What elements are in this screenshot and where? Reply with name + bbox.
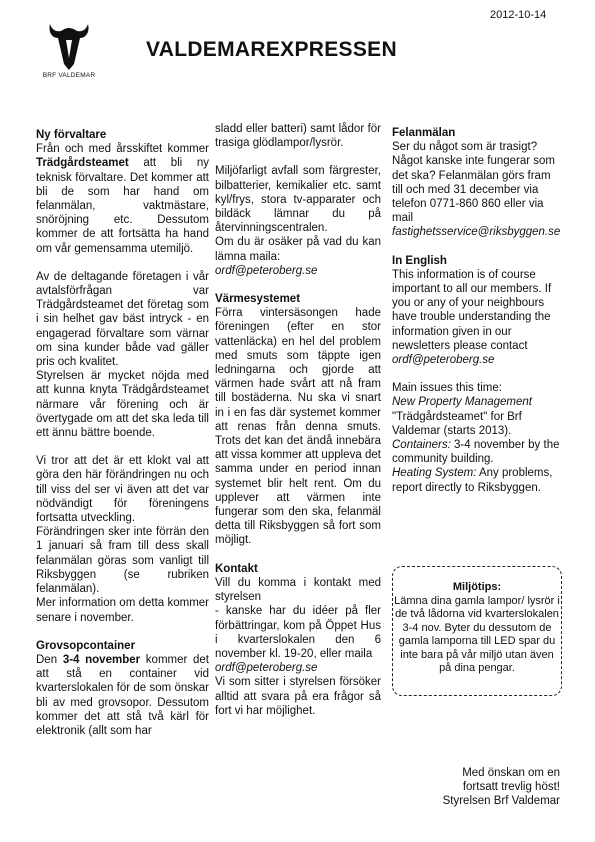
paragraph: Vi som sitter i styrelsen försöker alltid att svara på era frågor så fort vi har möjlighet.	[215, 676, 381, 717]
heading-kontakt: Kontakt	[215, 562, 258, 575]
tip-text: Lämna dina gamla lampor/ lysrör i de två lådorna vid kvarterslokalen 3-4 nov. Byter du dessutom de gamla lamporna till LED spar du inte bara på vår miljö utan även på dina pengar.	[394, 594, 560, 674]
logo	[36, 20, 102, 84]
email-link[interactable]: ordf@peteroberg.se	[215, 662, 318, 675]
column-2	[215, 122, 381, 718]
paragraph: Förra vintersäsongen hade föreningen (efter en stor vattenläcka) en hel del problem med smuts som täppte igen ledningarna och gjorde att värmen hade svårt att nå fram till bostäderna. Nu ska vi snart in i en fas där systemet kommer att renas från denna smuts. Trots det kan det ändå innebära att vissa kommer att uppleva det samma under en period innan systemet blir helt rent. Om du upplever att värmen inte fungerar som den ska, felanmäl detta till Riksbyggen så fort som möjligt.	[215, 307, 381, 547]
paragraph: Main issues this time:	[392, 382, 502, 395]
column-1	[36, 128, 209, 738]
column-3	[392, 126, 560, 495]
email-link[interactable]: ordf@peteroberg.se	[215, 264, 318, 277]
heading-ny-forvaltare: Ny förvaltare	[36, 129, 107, 141]
paragraph: Förändringen sker inte förrän den 1 januari så fram till dess skall felanmälan göras som vanligt till Riksbyggen (se rubriken felanmälan).	[36, 526, 209, 596]
paragraph: Av de deltagande företagen i vår avtalsförfrågan var Trädgårdsteamet det företag som i sin helhet gav bäst intryck - en engagerad förvaltare som värnar om sina kunder både vad gäller pris och kvalitet.	[36, 270, 209, 369]
heading-grovsopcontainer: Grovsopcontainer	[36, 639, 136, 652]
paragraph: Ser du något som är trasigt? Något kanske inte fungerar som det ska? Felanmälan görs fram till och med 31 december via telefon 0771-860 860 eller via mail fastighetsservice@riksbyggen.se	[392, 141, 561, 239]
paragraph: Styrelsen är mycket nöjda med att kunna knyta Trädgårdsteamet närmare vår förening och är övertygade om att det ska leda till ett ännu bättre boende.	[36, 370, 209, 440]
paragraph: New Property Management "Trädgårdsteamet" for Brf Valdemar (starts 2013).	[392, 396, 532, 437]
email-link[interactable]: ordf@peteroberg.se	[392, 354, 495, 367]
paragraph: sladd eller batteri) samt lådor för trasiga glödlampor/lysrör.	[215, 123, 381, 150]
signoff-line: fortsatt trevlig höst!	[462, 781, 560, 794]
tip-title: Miljötips:	[452, 581, 502, 593]
newsletter-title: VALDEMAREXPRESSEN	[146, 38, 397, 61]
heading-in-english: In English	[392, 254, 447, 267]
paragraph: Heating System: Any problems, report directly to Riksbyggen.	[392, 467, 553, 494]
heading-felanmalan: Felanmälan	[392, 127, 456, 139]
paragraph: This information is of course important to all our members. If you or any of your neighbours have trouble understanding the information given in our newsletters please contact	[392, 268, 552, 352]
paragraph: Vi tror att det är ett klokt val att göra den här förändringen nu och till viss del ser vi även att det var nödvändigt för föreningens fortsatta utveckling.	[36, 455, 209, 525]
paragraph: Containers: 3-4 november by the community building.	[392, 439, 560, 466]
bull-logo-icon	[48, 20, 90, 70]
paragraph: Mer information om detta kommer senare i november.	[36, 597, 209, 624]
signoff-line: Styrelsen Brf Valdemar	[442, 795, 560, 808]
paragraph: Från och med årsskiftet kommer Trädgårdsteamet att bli ny teknisk förvaltare. Det kommer att bli de som har hand om felanmälan, vaktmästare, snöröjning etc. Dessutom kommer de att fortsätta ha hand om vår gemensamma utemiljö.	[36, 143, 209, 255]
paragraph: Den 3-4 november kommer det att stå en container vid kvarterslokalen för de som önskar bli av med grovsopor. Dessutom kommer det att stå två kärl för elektronik (allt som har	[36, 653, 210, 737]
signoff-line: Med önskan om en	[462, 767, 560, 779]
signoff	[420, 766, 560, 809]
paragraph: Vill du komma i kontakt med styrelsen	[215, 576, 381, 604]
paragraph: Miljöfarligt avfall som färgrester, bilbatterier, kemikalier etc. samt kyl/frys, stora tv-apparater och bildäck lämnar du på återvinningscentralen.	[215, 165, 381, 235]
logo-text: BRF VALDEMAR	[42, 72, 96, 79]
date: 2012-10-14	[490, 9, 547, 21]
paragraph: - kanske har du idéer på fler förbättringar, kom på Öppet Hus i kvarterslokalen den 6 november kl. 19-20, eller maila	[215, 605, 381, 660]
paragraph: Om du är osäker på vad du kan lämna maila:	[215, 236, 381, 263]
email-link[interactable]: fastighetsservice@riksbyggen.se	[392, 226, 561, 239]
miljotips-box	[392, 566, 562, 696]
heading-varmesystemet: Värmesystemet	[215, 293, 301, 306]
